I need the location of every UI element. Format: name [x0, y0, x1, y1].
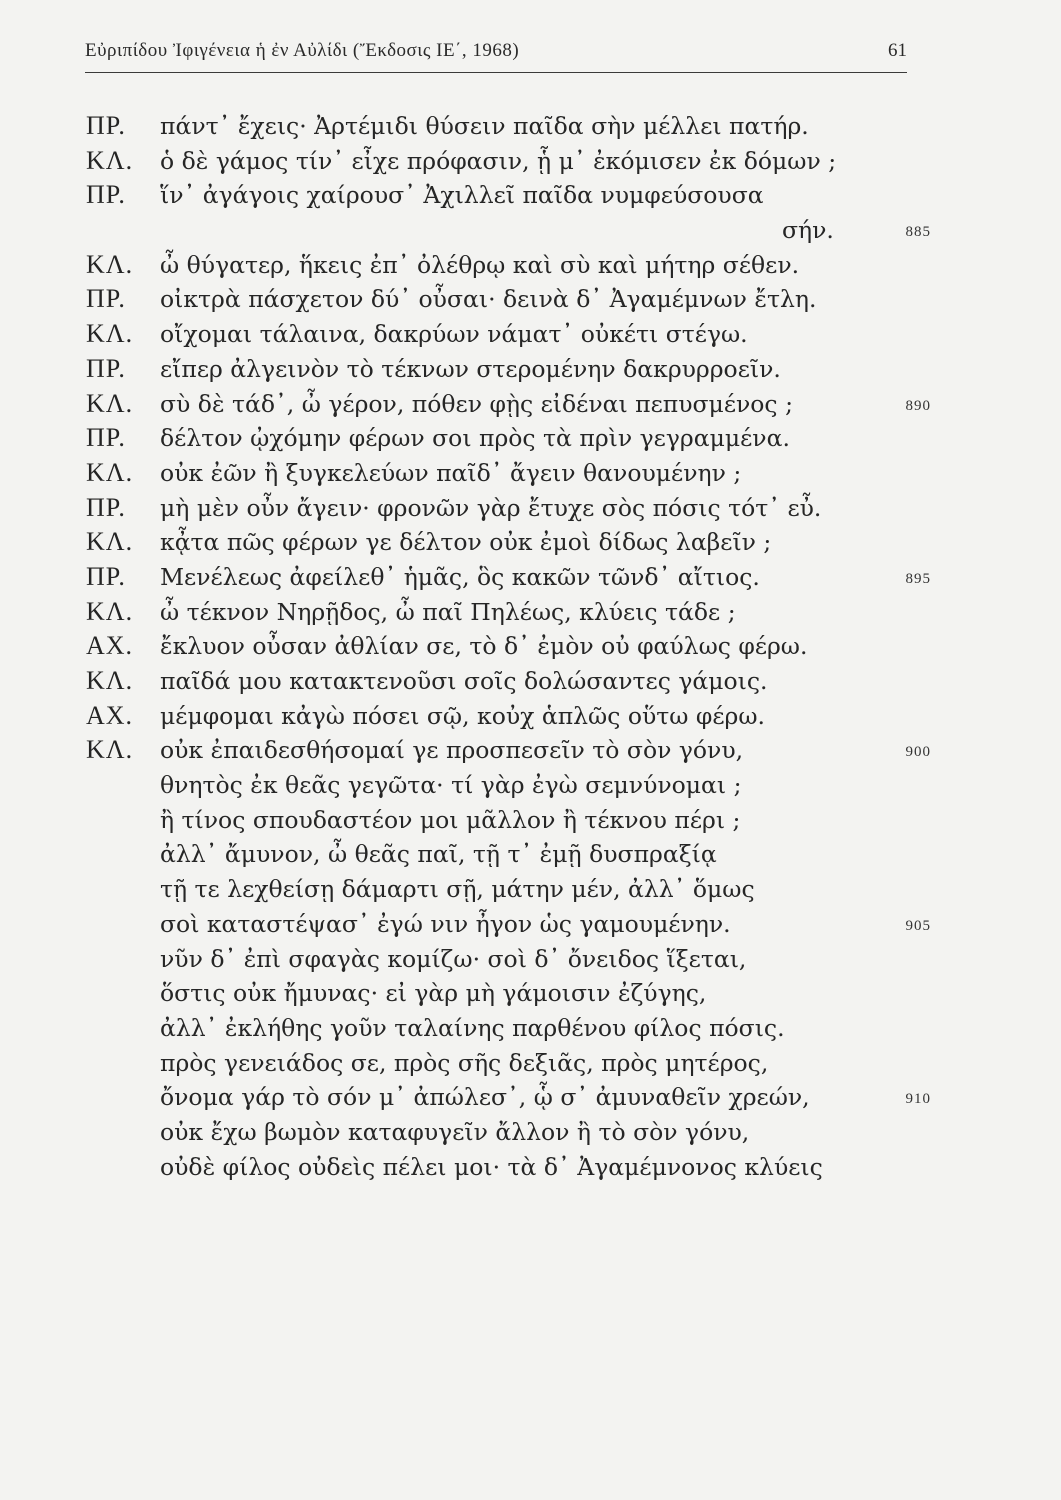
- speaker-label: ΚΛ.: [86, 249, 134, 279]
- verse-text: οὐκ ἐῶν ἢ ξυγκελεύων παῖδ᾽ ἄγειν θανουμένην ;: [160, 458, 742, 487]
- verse-text: οὐδὲ φίλος οὐδεὶς πέλει μοι· τὰ δ᾽ Ἀγαμέμνονος κλύεις: [160, 1152, 823, 1181]
- verse-text: οὐκ ἔχω βωμὸν καταφυγεῖν ἄλλον ἢ τὸ σὸν γόνυ,: [160, 1117, 750, 1146]
- verse-text: ὁ δὲ γάμος τίν᾽ εἶχε πρόφασιν, ᾗ μ᾽ ἐκόμισεν ἐκ δόμων ;: [160, 146, 837, 175]
- verse-line: [0, 733, 1061, 768]
- speaker-label: ΚΛ.: [86, 666, 134, 695]
- speaker-label: ΚΛ.: [86, 527, 134, 557]
- verse-text: σοὶ καταστέψασ᾽ ἐγώ νιν ἦγον ὡς γαμουμένην.: [160, 909, 731, 938]
- verse-text: Μενέλεως ἀφείλεθ᾽ ἡμᾶς, ὃς κακῶν τῶνδ᾽ αἴτιος.: [160, 562, 760, 591]
- verse-text: μέμφομαι κἀγὼ πόσει σῷ, κοὐχ ἁπλῶς οὕτω φέρω.: [160, 701, 765, 730]
- verse-line: [0, 144, 1061, 179]
- verse-line: [0, 872, 1061, 907]
- verse-line: [0, 1011, 1061, 1046]
- verse-line: [0, 282, 1061, 317]
- verse-line: [0, 664, 1061, 699]
- speaker-label: ΠΡ.: [86, 284, 126, 314]
- verse-text: μὴ μὲν οὖν ἄγειν· φρονῶν γὰρ ἔτυχε σὸς πόσις τότ᾽ εὖ.: [160, 493, 822, 522]
- speaker-label: ΚΛ.: [86, 145, 134, 175]
- verse-line: [0, 942, 1061, 977]
- verse-line: [0, 595, 1061, 630]
- speaker-label: ΚΛ.: [86, 319, 134, 349]
- verse-text: τῇ τε λεχθείσῃ δάμαρτι σῇ, μάτην μέν, ἀλλ᾽ ὅμως: [160, 875, 755, 904]
- verse-text: πάντ᾽ ἔχεις· Ἀρτέμιδι θύσειν παῖδα σὴν μέλλει πατήρ.: [160, 112, 809, 140]
- speaker-label: ΑΧ.: [86, 700, 134, 730]
- verse-line: [0, 421, 1061, 456]
- verse-text: ὦ θύγατερ, ἥκεις ἐπ᾽ ὀλέθρῳ καὶ σὺ καὶ μήτηρ σέθεν.: [160, 250, 800, 279]
- verse-line: [0, 629, 1061, 664]
- speaker-label: ΠΡ.: [86, 561, 126, 591]
- speaker-label: ΚΛ.: [86, 735, 134, 765]
- verse-line: [0, 213, 1061, 248]
- running-head-title: Εὐριπίδου Ἰφιγένεια ἡ ἐν Αὐλίδι (Ἔκδοσις ΙΕ΄, 1968): [85, 40, 520, 61]
- verse-text: ὦ τέκνον Νηρῇδος, ὦ παῖ Πηλέως, κλύεις τάδε ;: [160, 597, 736, 626]
- verse-line: [0, 248, 1061, 283]
- line-number: 905: [905, 917, 931, 934]
- speaker-label: ΚΛ.: [86, 457, 134, 487]
- verse-line: [0, 352, 1061, 387]
- line-number: 910: [905, 1091, 931, 1108]
- verse-line: [0, 560, 1061, 595]
- speaker-label: ΠΡ.: [86, 492, 126, 522]
- verse-line: [0, 699, 1061, 734]
- verse-text: σήν.: [782, 216, 834, 245]
- verse-line: [0, 803, 1061, 838]
- running-head: [85, 38, 907, 66]
- verse-line: [0, 456, 1061, 491]
- verse-line: [0, 1080, 1061, 1115]
- verse-text: ἀλλ᾽ ἄμυνον, ὦ θεᾶς παῖ, τῇ τ᾽ ἐμῇ δυσπραξίᾳ: [160, 840, 717, 869]
- verse-text: ὄνομα γάρ τὸ σόν μ᾽ ἀπώλεσ᾽, ᾧ σ᾽ ἀμυναθεῖν χρεών,: [160, 1083, 810, 1112]
- verse-text: πρὸς γενειάδος σε, πρὸς σῆς δεξιᾶς, πρὸς μητέρος,: [160, 1048, 769, 1077]
- verse-line: [0, 178, 1061, 213]
- verse-line: [0, 976, 1061, 1011]
- verse-text: σὺ δὲ τάδ᾽, ὦ γέρον, πόθεν φῂς εἰδέναι πεπυσμένος ;: [160, 389, 793, 418]
- speaker-label: ΠΡ.: [86, 111, 126, 140]
- verse-text: κᾆτα πῶς φέρων γε δέλτον οὐκ ἐμοὶ δίδως λαβεῖν ;: [160, 528, 772, 557]
- verse-text: ἀλλ᾽ ἐκλήθης γοῦν ταλαίνης παρθένου φίλος πόσις.: [160, 1013, 785, 1042]
- verse-line: [0, 491, 1061, 526]
- verse-line: [0, 525, 1061, 560]
- verse-line: [0, 1046, 1061, 1081]
- speaker-label: ΚΛ.: [86, 388, 134, 418]
- verse-text: ἵν᾽ ἀγάγοις χαίρουσ᾽ Ἀχιλλεῖ παῖδα νυμφεύσουσα: [160, 181, 764, 210]
- verse-text: ἢ τίνος σπουδαστέον μοι μᾶλλον ἢ τέκνου πέρι ;: [160, 805, 741, 834]
- page-number: 61: [888, 40, 907, 61]
- verse-line: [0, 387, 1061, 422]
- verse-text: ὅστις οὐκ ἤμυνας· εἰ γὰρ μὴ γάμοισιν ἐζύγης,: [160, 979, 707, 1008]
- verse-text: ἔκλυον οὖσαν ἀθλίαν σε, τὸ δ᾽ ἐμὸν οὐ φαύλως φέρω.: [160, 632, 808, 661]
- line-number: 890: [905, 397, 931, 414]
- verse-text: δέλτον ᾠχόμην φέρων σοι πρὸς τὰ πρὶν γεγραμμένα.: [160, 424, 790, 453]
- verse-text: οὐκ ἐπαιδεσθήσομαί γε προσπεσεῖν τὸ σὸν γόνυ,: [160, 736, 744, 765]
- speaker-label: ΑΧ.: [86, 631, 134, 661]
- verse-line: [0, 768, 1061, 803]
- speaker-label: ΠΡ.: [86, 180, 126, 210]
- verse-text: νῦν δ᾽ ἐπὶ σφαγὰς κομίζω· σοὶ δ᾽ ὄνειδος ἵξεται,: [160, 944, 747, 973]
- verse-line: [0, 317, 1061, 352]
- verse-line: [0, 1150, 1061, 1185]
- verse-text: παῖδά μου κατακτενοῦσι σοῖς δολώσαντες γάμοις.: [160, 667, 768, 695]
- verse-line: [0, 1115, 1061, 1150]
- header-rule: [85, 72, 907, 73]
- verse-text: εἴπερ ἀλγεινὸν τὸ τέκνων στερομένην δακρυρροεῖν.: [160, 354, 781, 383]
- verse-line: [0, 109, 1061, 144]
- verse-text: θνητὸς ἐκ θεᾶς γεγῶτα· τί γὰρ ἐγὼ σεμνύνομαι ;: [160, 771, 742, 800]
- line-number: 895: [905, 570, 931, 587]
- speaker-label: ΠΡ.: [86, 423, 126, 453]
- speaker-label: ΠΡ.: [86, 353, 126, 383]
- verse-text: οἰκτρὰ πάσχετον δύ᾽ οὖσαι· δεινὰ δ᾽ Ἀγαμέμνων ἔτλη.: [160, 285, 817, 314]
- verse-lines: [0, 109, 1061, 1184]
- verse-line: [0, 837, 1061, 872]
- line-number: 900: [905, 744, 931, 761]
- verse-line: [0, 907, 1061, 942]
- speaker-label: ΚΛ.: [86, 596, 134, 626]
- verse-text: οἴχομαι τάλαινα, δακρύων νάματ᾽ οὐκέτι στέγω.: [160, 320, 748, 349]
- line-number: 885: [905, 224, 931, 241]
